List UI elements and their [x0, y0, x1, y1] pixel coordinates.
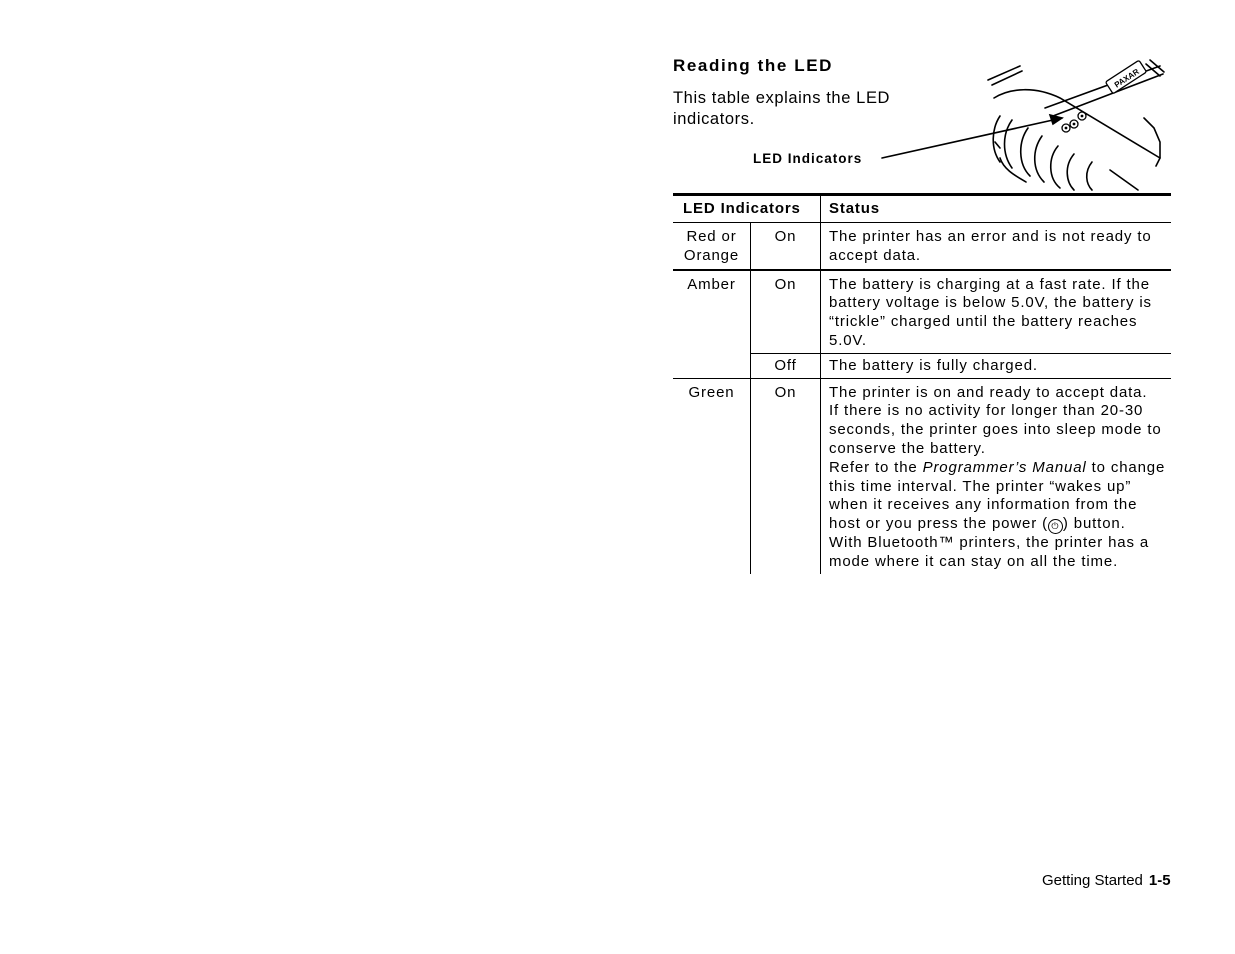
led-state-cell: On: [751, 378, 821, 574]
led-color-cell: Amber: [687, 275, 736, 293]
led-status-cell: The battery is fully charged.: [821, 353, 1172, 378]
column-header-status: Status: [821, 195, 1172, 223]
led-indicators-callout: LED Indicators: [753, 151, 863, 166]
page-number: 1-5: [1148, 872, 1171, 889]
led-state-cell: Off: [751, 353, 821, 378]
status-text: to change this time interval. The printer “wakes up” when it receives any information from the host or you press the power (: [829, 458, 1166, 533]
section-heading: Reading the LED: [673, 56, 834, 75]
column-header-led-indicators: LED Indicators: [673, 195, 821, 223]
chapter-title: Getting Started: [1042, 872, 1143, 889]
led-status-cell: The battery is charging at a fast rate. If the battery voltage is below 5.0V, the battery is “trickle” charged until the battery reaches 5.0V.: [821, 270, 1172, 354]
led-status-cell: The printer has an error and is not ready to accept data.: [821, 223, 1172, 270]
power-icon: ⏻: [1048, 519, 1063, 534]
led-color-cell: Red or Orange: [673, 223, 751, 270]
callout-arrowhead: [1050, 115, 1062, 124]
table-header-row: [673, 195, 1171, 223]
status-text: ) button.: [1062, 515, 1126, 533]
status-paragraph: [829, 459, 1167, 534]
manual-title: Programmer’s Manual: [922, 458, 1087, 476]
intro-text: This table explains the LED indicators.: [673, 89, 891, 128]
printer-illustration: [860, 58, 1170, 192]
led-state-cell: On: [751, 270, 821, 354]
led-status-table: [673, 193, 1171, 574]
status-paragraph: With Bluetooth™ printers, the printer has a mode where it can stay on all the time.: [829, 534, 1150, 570]
status-paragraph: If there is no activity for longer than 20-30 seconds, the printer goes into sleep mode to conserve the battery.: [829, 402, 1162, 457]
table-row: [673, 223, 1171, 270]
led-color-cell: Green: [673, 378, 751, 574]
led-state-cell: On: [751, 223, 821, 270]
status-paragraph: The printer is on and ready to accept data.: [829, 383, 1148, 401]
table-row: [673, 270, 1171, 354]
brand-logo: PAXAR: [1112, 67, 1141, 90]
led-status-cell: [821, 378, 1172, 574]
table-row: [673, 378, 1171, 574]
page-footer: [1042, 872, 1171, 889]
status-text: Refer to the: [829, 458, 923, 476]
